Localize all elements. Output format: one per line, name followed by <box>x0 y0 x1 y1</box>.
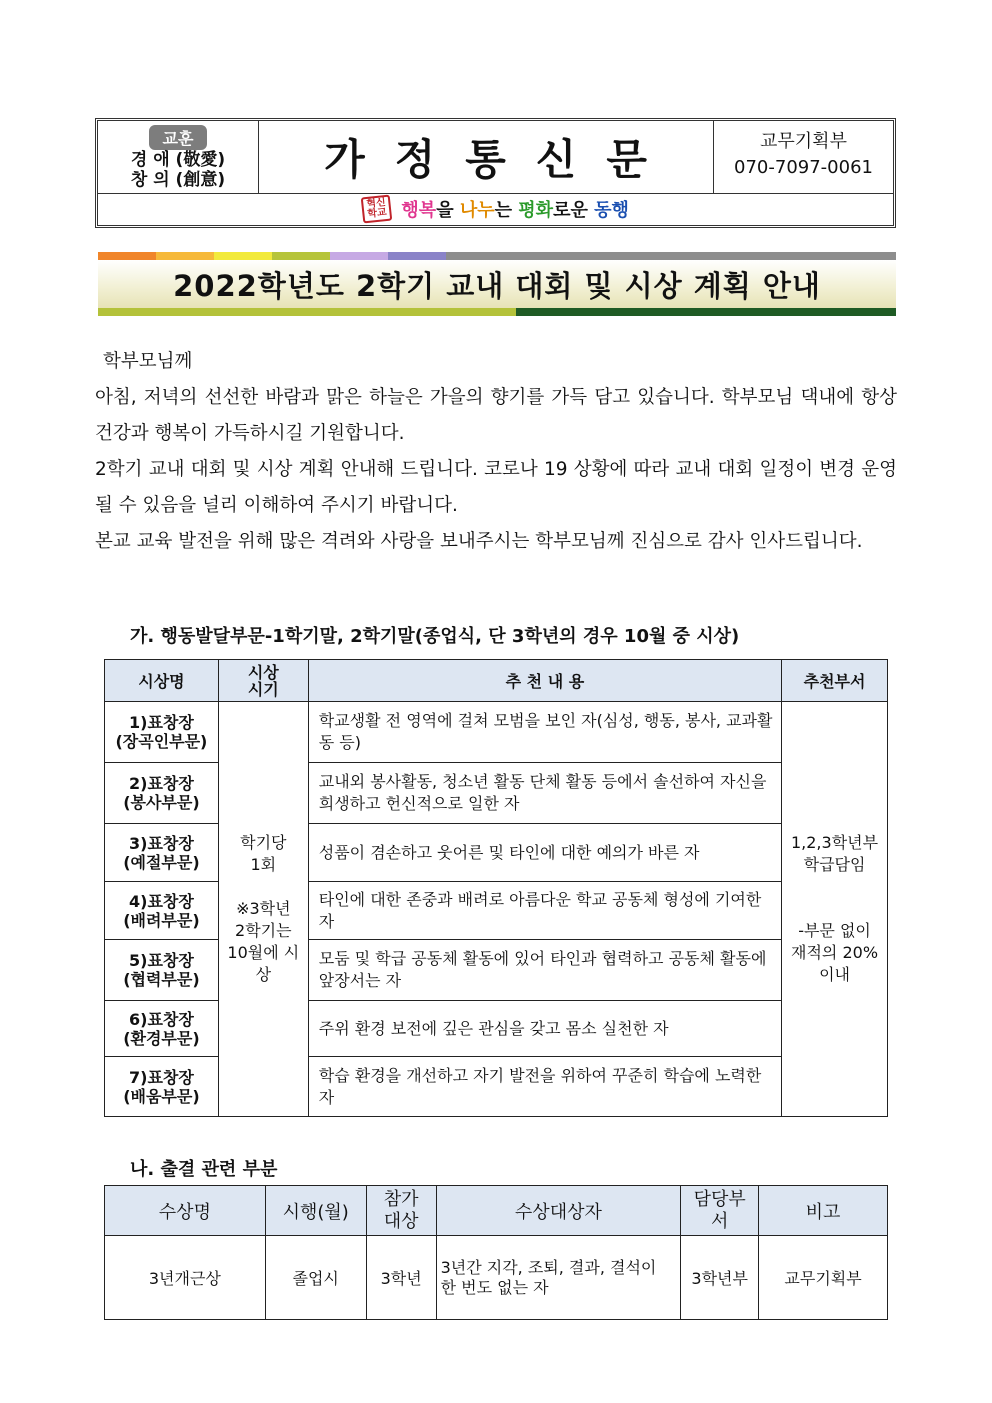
motto-badge: 교훈 <box>149 125 208 150</box>
column-header: 시상 시기 <box>218 660 308 702</box>
table-cell: 3년간 지각, 조퇴, 결과, 결석이 한 번도 없는 자 <box>436 1236 681 1320</box>
table-header-row <box>105 1186 888 1236</box>
stripe-segment <box>98 252 156 260</box>
banner-bottom-stripe <box>98 308 896 316</box>
award-criteria: 학습 환경을 개선하고 자기 발전을 위하여 꾸준히 학습에 노력한 자 <box>308 1057 781 1117</box>
motto-line-2: 창 의 (創意) <box>130 170 226 190</box>
award-name: 1)표창장 (장곡인부문) <box>105 702 219 763</box>
column-header: 수상대상자 <box>436 1186 681 1236</box>
school-slogan <box>98 193 893 225</box>
column-header: 추천부서 <box>782 660 888 702</box>
stripe-segment <box>272 252 330 260</box>
slogan-word-4: 동행 <box>594 200 629 221</box>
table-row <box>105 702 888 763</box>
award-timing: 학기당 1회 ※3학년 2학기는 10월에 시 상 <box>218 702 308 1117</box>
stripe-segment <box>156 252 214 260</box>
letter-body <box>95 344 897 560</box>
award-criteria: 교내외 봉사활동, 청소년 활동 단체 활동 등에서 솔선하여 자신을 희생하고 헌신적으로 일한 자 <box>308 763 781 824</box>
letter-greeting: 학부모님께 <box>103 351 193 372</box>
behavior-awards-table <box>104 659 888 1117</box>
slogan-word-2: 나누 <box>459 200 495 221</box>
table-row <box>105 1236 888 1320</box>
school-motto <box>98 121 259 193</box>
column-header: 추 천 내 용 <box>308 660 781 702</box>
column-header: 참가 대상 <box>366 1186 436 1236</box>
slogan-particle-2: 는 <box>494 200 519 221</box>
award-name: 7)표창장 (배움부문) <box>105 1057 219 1117</box>
stripe-segment <box>446 252 896 260</box>
column-header: 담당부 서 <box>681 1186 759 1236</box>
stripe-segment <box>516 308 896 316</box>
award-name: 4)표창장 (배려부문) <box>105 882 219 940</box>
slogan-word-3: 평화 <box>518 200 554 221</box>
award-name: 3)표창장 (예절부문) <box>105 824 219 882</box>
section-b-heading: 나. 출결 관련 부분 <box>130 1159 278 1180</box>
department-name: 교무기획부 <box>760 131 847 152</box>
stripe-segment <box>98 308 516 316</box>
innovation-school-logo-icon: 혁신 학교 <box>361 195 393 224</box>
recommending-department: 1,2,3학년부 학급담임 -부문 없이 재적의 20% 이내 <box>782 702 888 1117</box>
banner-top-stripe <box>98 252 896 260</box>
table-cell: 3학년 <box>366 1236 436 1320</box>
award-criteria: 모둠 및 학급 공동체 활동에 있어 타인과 협력하고 공동체 활동에 앞장서는 자 <box>308 940 781 1001</box>
column-header: 비고 <box>759 1186 888 1236</box>
section-a-heading: 가. 행동발달부문-1학기말, 2학기말(종업식, 단 3학년의 경우 10월 중 시상) <box>130 626 740 647</box>
column-header: 시상명 <box>105 660 219 702</box>
slogan-particle-1: 을 <box>436 200 460 221</box>
award-criteria: 타인에 대한 존중과 배려로 아름다운 학교 공동체 형성에 기여한 자 <box>308 882 781 940</box>
table-cell: 3년개근상 <box>105 1236 266 1320</box>
slogan-particle-3: 로운 <box>553 200 595 221</box>
motto-line-1: 경 애 (敬愛) <box>130 150 226 170</box>
award-name: 5)표창장 (협력부문) <box>105 940 219 1001</box>
column-header: 시행(월) <box>265 1186 366 1236</box>
table-cell: 졸업시 <box>265 1236 366 1320</box>
department-info <box>714 121 893 193</box>
letter-paragraph-1: 아침, 저녁의 선선한 바람과 맑은 하늘은 가을의 향기를 가득 담고 있습니다. 학부모님 댁내에 항상 건강과 행복이 가득하시길 기원합니다. <box>95 387 897 444</box>
slogan-word-1: 행복 <box>401 200 437 221</box>
newsletter-title: 가정통신문 <box>258 121 714 193</box>
award-name: 2)표창장 (봉사부문) <box>105 763 219 824</box>
table-cell: 교무기획부 <box>759 1236 888 1320</box>
stripe-segment <box>214 252 272 260</box>
letter-paragraph-2: 2학기 교내 대회 및 시상 계획 안내해 드립니다. 코로나 19 상황에 따라 교내 대회 일정이 변경 운영될 수 있음을 널리 이해하여 주시기 바랍니다. <box>95 459 897 516</box>
award-criteria: 학교생활 전 영역에 걸쳐 모범을 보인 자(심성, 행동, 봉사, 교과활동 등) <box>308 702 781 763</box>
notice-title: 2022학년도 2학기 교내 대회 및 시상 계획 안내 <box>98 260 896 308</box>
department-phone: 070-7097-0061 <box>734 157 873 178</box>
award-name: 6)표창장 (환경부문) <box>105 1001 219 1057</box>
table-cell: 3학년부 <box>681 1236 759 1320</box>
table-header-row <box>105 660 888 702</box>
header-top-row <box>98 121 893 194</box>
attendance-awards-table <box>104 1185 888 1320</box>
column-header: 수상명 <box>105 1186 266 1236</box>
newsletter-header <box>95 118 896 228</box>
stripe-segment <box>330 252 388 260</box>
letter-paragraph-3: 본교 교육 발전을 위해 많은 격려와 사랑을 보내주시는 학부모님께 진심으로 감사 인사드립니다. <box>95 531 863 552</box>
award-criteria: 주위 환경 보전에 깊은 관심을 갖고 몸소 실천한 자 <box>308 1001 781 1057</box>
stripe-segment <box>388 252 446 260</box>
award-criteria: 성품이 겸손하고 웃어른 및 타인에 대한 예의가 바른 자 <box>308 824 781 882</box>
